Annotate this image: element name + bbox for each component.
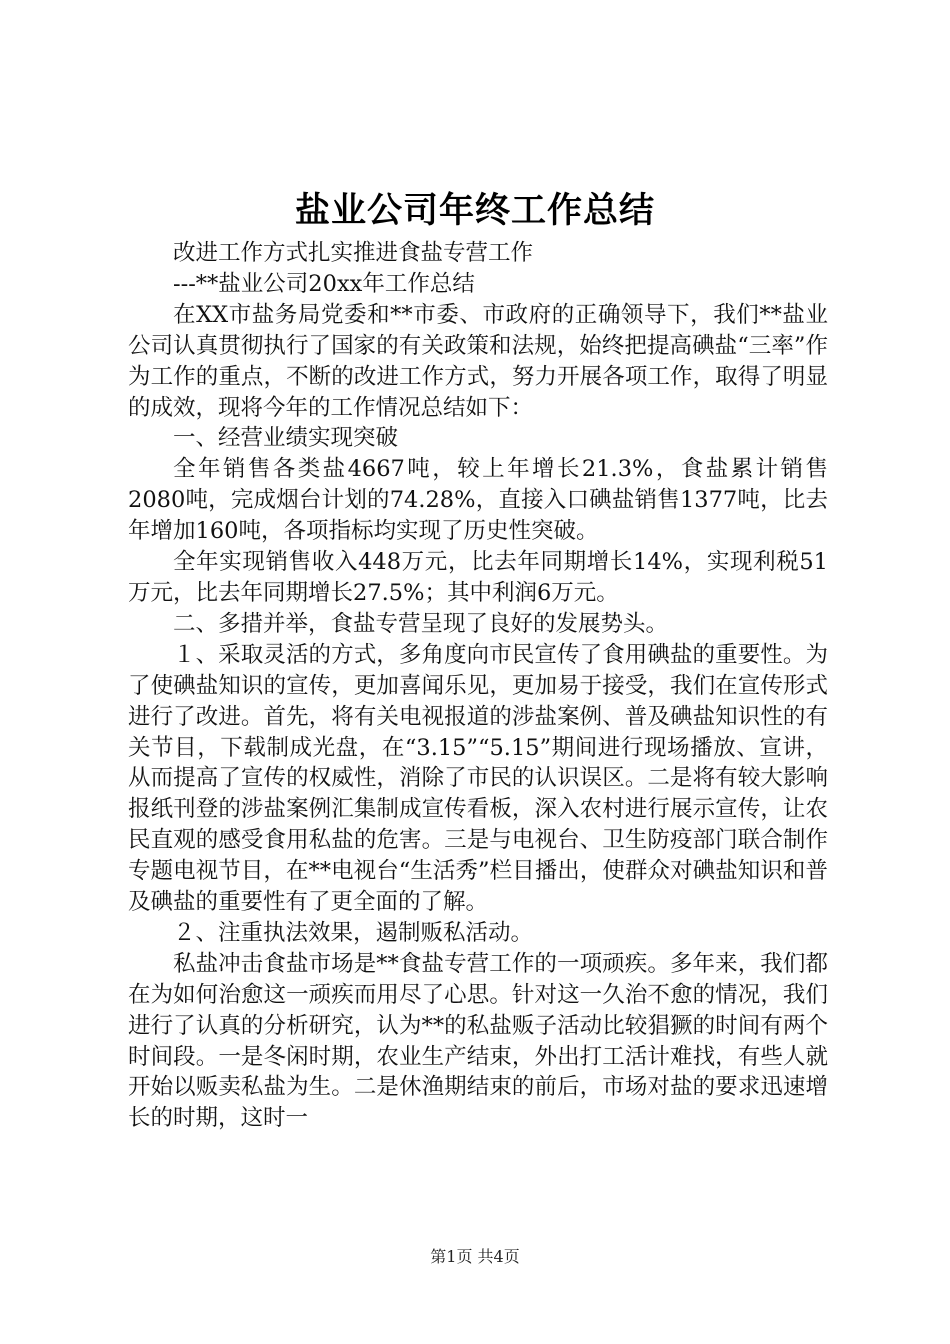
section-heading: 二、多措并举，食盐专营呈现了良好的发展势头。	[173, 610, 669, 637]
paragraph: １、采取灵活的方式，多角度向市民宣传了食用碘盐的重要性。为了使碘盐知识的宣传，更加喜闻乐见，更加易于接受，我们在宣传形式进行了改进。首先，将有关电视报道的涉盐案例、普及碘盐知识性的有关节目，下载制成光盘，在“3.15”“5.15”期间进行现场播放、宣讲，从而提高了宣传的权威性，消除了市民的认识误区。二是将有较大影响报纸刊登的涉盐案例汇集制成宣传看板，深入农村进行展示宣传，让农民直观的感受食用私盐的危害。三是与电视台、卫生防疫部门联合制作专题电视节目，在**电视台“生活秀”栏目播出，使群众对碘盐知识和普及碘盐的重要性有了更全面的了解。	[128, 641, 828, 916]
byline: ---**盐业公司20xx年工作总结	[173, 270, 475, 297]
page-footer: 第1页 共4页	[430, 1247, 520, 1266]
subsection-heading: ２、注重执法效果，遏制贩私活动。	[173, 919, 534, 946]
document-body	[128, 238, 828, 1134]
subtitle: 改进工作方式扎实推进食盐专营工作	[173, 240, 534, 266]
paragraph: 在XX市盐务局党委和**市委、市政府的正确领导下，我们**盐业公司认真贯彻执行了国家的有关政策和法规，始终把提高碘盐“三率”作为工作的重点，不断的改进工作方式，努力开展各项工作，取得了明显的成效，现将今年的工作情况总结如下：	[128, 301, 828, 421]
paragraph: 私盐冲击食盐市场是**食盐专营工作的一项顽疾。多年来，我们都在为如何治愈这一顽疾而用尽了心思。针对这一久治不愈的情况，我们进行了认真的分析研究，认为**的私盐贩子活动比较猖獗的时间有两个时间段。一是冬闲时期，农业生产结束，外出打工活计难找，有些人就开始以贩卖私盐为生。二是休渔期结束的前后，市场对盐的要求迅速增长的时期，这时一	[128, 950, 828, 1132]
paragraph: 全年销售各类盐4667吨，较上年增长21.3%，食盐累计销售2080吨，完成烟台计划的74.28%，直接入口碘盐销售1377吨，比去年增加160吨，各项指标均实现了历史性突破。	[128, 456, 828, 545]
section-heading: 一、经营业绩实现突破	[173, 425, 399, 452]
document-title: 盐业公司年终工作总结	[294, 191, 655, 231]
paragraph: 全年实现销售收入448万元，比去年同期增长14%，实现利税51万元，比去年同期增长27.5%；其中利润6万元。	[128, 549, 828, 606]
